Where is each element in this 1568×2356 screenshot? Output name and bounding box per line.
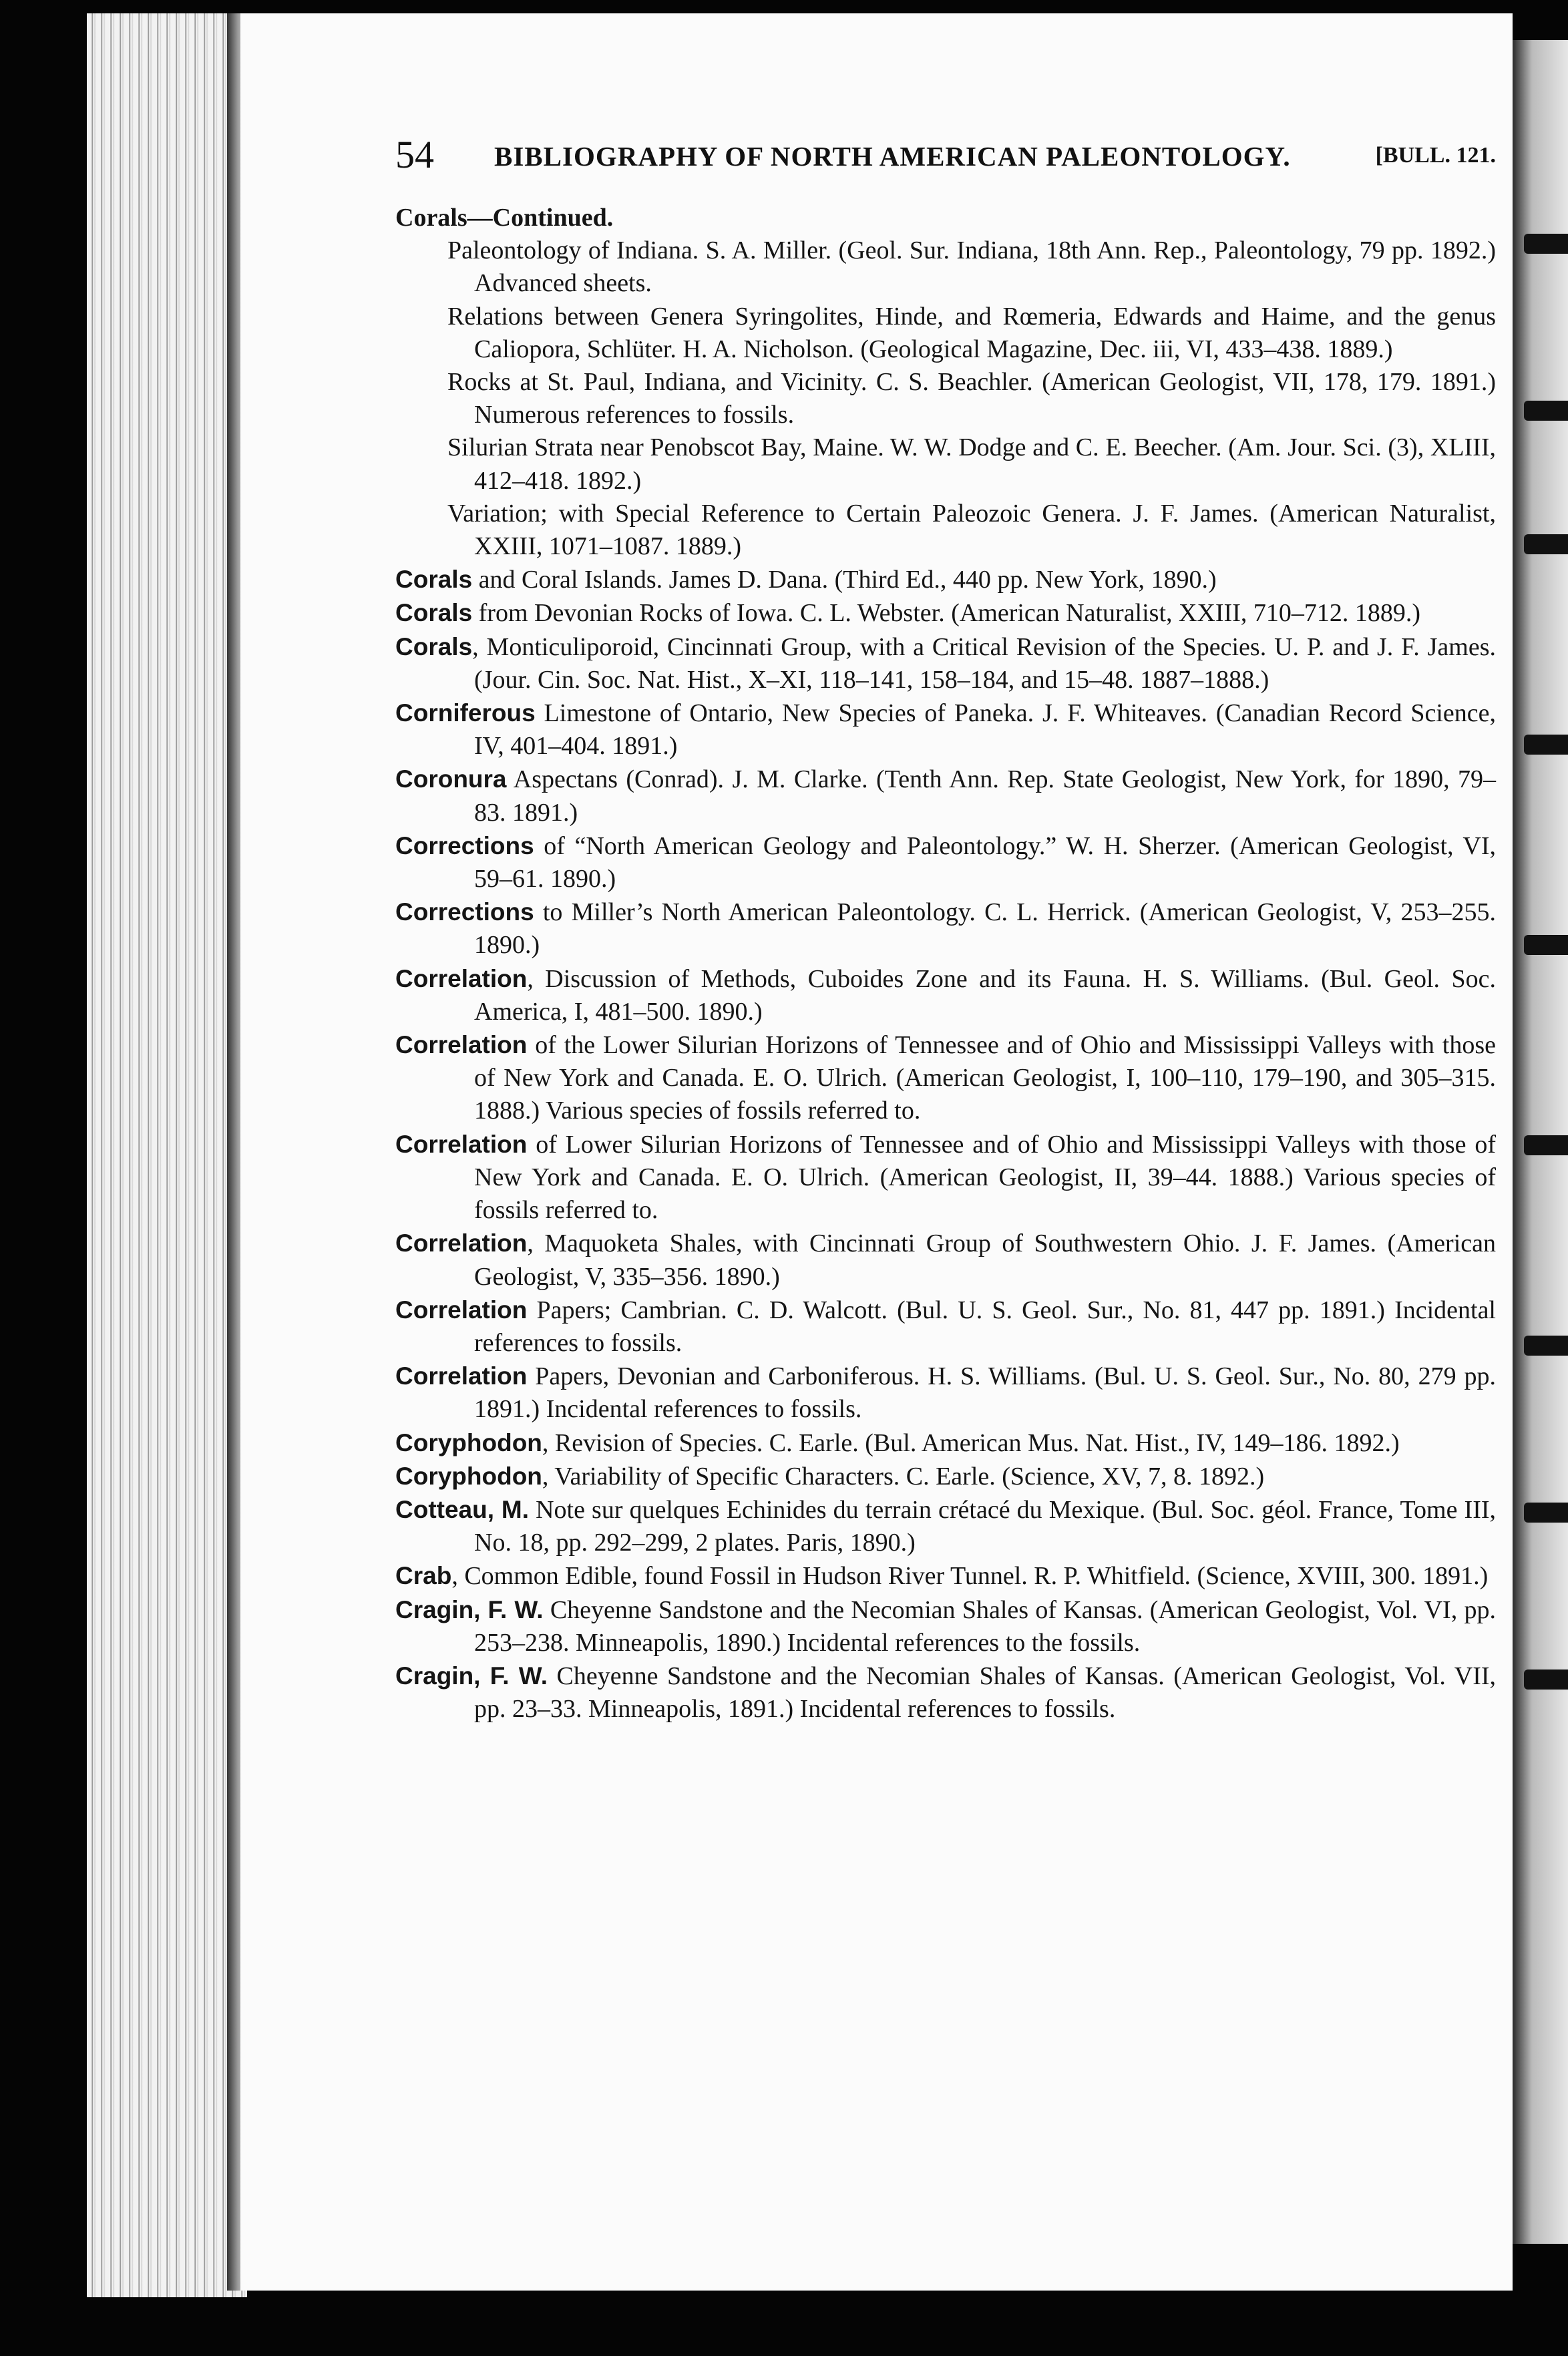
entry-text: to Miller’s North American Paleontology. C. L. Herrick. (American Geologist, V, 253–255. 1890.) xyxy=(474,898,1496,960)
entry-text: Cheyenne Sandstone and the Necomian Shales of Kansas. (American Geologist, Vol. VI, pp. 253–238. Minneapolis, 1890.) Incidental references to the fossils. xyxy=(474,1595,1496,1657)
entry-text: Papers; Cambrian. C. D. Walcott. (Bul. U. S. Geol. Sur., No. 81, 447 pp. 1891.) Incidental references to fossils. xyxy=(474,1296,1496,1357)
facing-page-tab xyxy=(1524,1670,1568,1690)
entry-heading: Corrections xyxy=(395,898,534,926)
bibliography-entry xyxy=(395,1493,1496,1559)
entry-text: from Devonian Rocks of Iowa. C. L. Webster. (American Naturalist, XXIII, 710–712. 1889.) xyxy=(472,599,1421,628)
bibliography-entries xyxy=(395,202,1496,1726)
bibliography-entry xyxy=(395,301,1496,366)
bibliography-entry xyxy=(395,1559,1496,1593)
bibliography-entry xyxy=(395,1593,1496,1659)
page-number: 54 xyxy=(395,133,434,176)
entry-heading: Coryphodon xyxy=(395,1428,542,1456)
bibliography-entry xyxy=(395,829,1496,896)
bibliography-entry xyxy=(395,1128,1496,1227)
facing-page-tab xyxy=(1524,735,1568,755)
entry-text: and Coral Islands. James D. Dana. (Third Ed., 440 pp. New York, 1890.) xyxy=(472,566,1217,594)
entry-text: of Lower Silurian Horizons of Tennessee and of Ohio and Mississippi Valleys with those of New York and Canada. E. O. Ulrich. (American Geologist, II, 39–44. 1888.) Various species of fossils referred to. xyxy=(474,1130,1496,1225)
entry-heading: Corals xyxy=(395,566,473,594)
facing-page-tab xyxy=(1524,534,1568,554)
facing-page-tab xyxy=(1524,401,1568,421)
bulletin-reference: [BULL. 121. xyxy=(1375,143,1496,168)
bibliography-entry xyxy=(395,1460,1496,1493)
facing-page-tab xyxy=(1524,935,1568,955)
entry-text: , Common Edible, found Fossil in Hudson River Tunnel. R. P. Whitfield. (Science, XVIII, 300. 1891.) xyxy=(451,1562,1489,1591)
facing-page-tab xyxy=(1524,1336,1568,1356)
facing-page-tab xyxy=(1524,234,1568,254)
page-edges xyxy=(87,13,247,2297)
bibliography-entry xyxy=(395,1294,1496,1360)
entry-text: , Monticuliporoid, Cincinnati Group, with a Critical Revision of the Species. U. P. and J. F. James. (Jour. Cin. Soc. Nat. Hist., X–XI, 118–141, 158–184, and 15–48. 1887–1888.) xyxy=(472,632,1496,694)
bibliography-entry xyxy=(395,763,1496,829)
entry-text: Rocks at St. Paul, Indiana, and Vicinity. C. S. Beachler. (American Geologist, VII, 178, 179. 1891.) Numerous references to fossils. xyxy=(447,368,1496,429)
bibliography-entry xyxy=(395,563,1496,596)
entry-text: Variation; with Special Reference to Certain Paleozoic Genera. J. F. James. (American Naturalist, XXIII, 1071–1087. 1889.) xyxy=(447,499,1496,561)
facing-page-tab xyxy=(1524,1135,1568,1155)
entry-heading: Cragin, F. W. xyxy=(395,1595,544,1623)
entry-heading: Coryphodon xyxy=(395,1462,542,1490)
entry-heading: Corals xyxy=(395,632,473,660)
running-title: BIBLIOGRAPHY OF NORTH AMERICAN PALEONTOLOGY. xyxy=(494,141,1291,172)
entry-heading: Correlation xyxy=(395,1229,528,1257)
bibliography-entry xyxy=(395,1659,1496,1726)
entry-text: Paleontology of Indiana. S. A. Miller. (Geol. Sur. Indiana, 18th Ann. Rep., Paleontology, 79 pp. 1892.) Advanced sheets. xyxy=(447,236,1496,298)
entry-text: Note sur quelques Echinides du terrain crétacé du Mexique. (Bul. Soc. géol. France, Tome III, No. 18, pp. 292–299, 2 plates. Paris, 1890.) xyxy=(474,1495,1496,1557)
bibliography-entry xyxy=(395,498,1496,563)
entry-heading: Correlation xyxy=(395,964,528,992)
bibliography-entry xyxy=(395,1028,1496,1128)
entry-text: , Revision of Species. C. Earle. (Bul. American Mus. Nat. Hist., IV, 149–186. 1892.) xyxy=(542,1428,1400,1457)
bibliography-entry xyxy=(395,896,1496,962)
entry-text: , Maquoketa Shales, with Cincinnati Group of Southwestern Ohio. J. F. James. (American Geologist, V, 335–356. 1890.) xyxy=(474,1229,1496,1291)
entry-text: , Variability of Specific Characters. C. Earle. (Science, XV, 7, 8. 1892.) xyxy=(542,1462,1265,1491)
entry-heading: Correlation xyxy=(395,1362,528,1390)
entry-text: Papers, Devonian and Carboniferous. H. S. Williams. (Bul. U. S. Geol. Sur., No. 80, 279 pp. 1891.) Incidental references to fossils. xyxy=(474,1362,1496,1424)
bibliography-entry xyxy=(395,962,1496,1028)
entry-heading: Correlation xyxy=(395,1296,528,1324)
continued-heading: Corals—Continued. xyxy=(395,204,614,232)
entry-heading: Coronura xyxy=(395,765,507,793)
entry-heading: Corrections xyxy=(395,831,534,859)
entry-heading: Cotteau, M. xyxy=(395,1495,529,1523)
bibliography-entry xyxy=(395,596,1496,630)
bibliography-entry xyxy=(395,697,1496,763)
entry-heading: Correlation xyxy=(395,1031,528,1059)
bibliography-entry xyxy=(395,234,1496,300)
entry-heading: Cragin, F. W. xyxy=(395,1661,548,1690)
bibliography-entry xyxy=(395,1360,1496,1426)
bibliography-entry xyxy=(395,366,1496,431)
entry-text: Limestone of Ontario, New Species of Paneka. J. F. Whiteaves. (Canadian Record Science, IV, 401–404. 1891.) xyxy=(474,699,1496,761)
bibliography-entry xyxy=(395,1426,1496,1460)
entry-heading: Correlation xyxy=(395,1130,528,1158)
bibliography-entry xyxy=(395,431,1496,497)
entry-text: Silurian Strata near Penobscot Bay, Maine. W. W. Dodge and C. E. Beecher. (Am. Jour. Sci. (3), XLIII, 412–418. 1892.) xyxy=(447,433,1496,495)
entry-text: , Discussion of Methods, Cuboides Zone and its Fauna. H. S. Williams. (Bul. Geol. Soc. America, I, 481–500. 1890.) xyxy=(474,964,1496,1026)
entry-heading: Corals xyxy=(395,599,473,627)
entry-text: Cheyenne Sandstone and the Necomian Shales of Kansas. (American Geologist, Vol. VII, pp. 23–33. Minneapolis, 1891.) Incidental references to fossils. xyxy=(474,1661,1496,1724)
entry-text: of “North American Geology and Paleontology.” W. H. Sherzer. (American Geologist, VI, 59–61. 1890.) xyxy=(474,831,1496,894)
entry-text: Relations between Genera Syringolites, Hinde, and Rœmeria, Edwards and Haime, and the genus Caliopora, Schlüter. H. A. Nicholson. (Geological Magazine, Dec. iii, VI, 433–438. 1889.) xyxy=(447,302,1496,363)
facing-page-tab xyxy=(1524,1503,1568,1523)
bibliography-entry xyxy=(395,1227,1496,1293)
running-header xyxy=(395,132,1496,179)
bibliography-entry xyxy=(395,630,1496,697)
entry-text: Aspectans (Conrad). J. M. Clarke. (Tenth Ann. Rep. State Geologist, New York, for 1890, 79–83. 1891.) xyxy=(474,765,1496,827)
entry-heading: Corniferous xyxy=(395,699,536,727)
entry-text: of the Lower Silurian Horizons of Tennessee and of Ohio and Mississippi Valleys with those of New York and Canada. E. O. Ulrich. (American Geologist, I, 100–110, 179–190, and 305–315. 1888.) Various species of fossils referred to. xyxy=(474,1031,1496,1125)
entry-heading: Crab xyxy=(395,1562,452,1590)
